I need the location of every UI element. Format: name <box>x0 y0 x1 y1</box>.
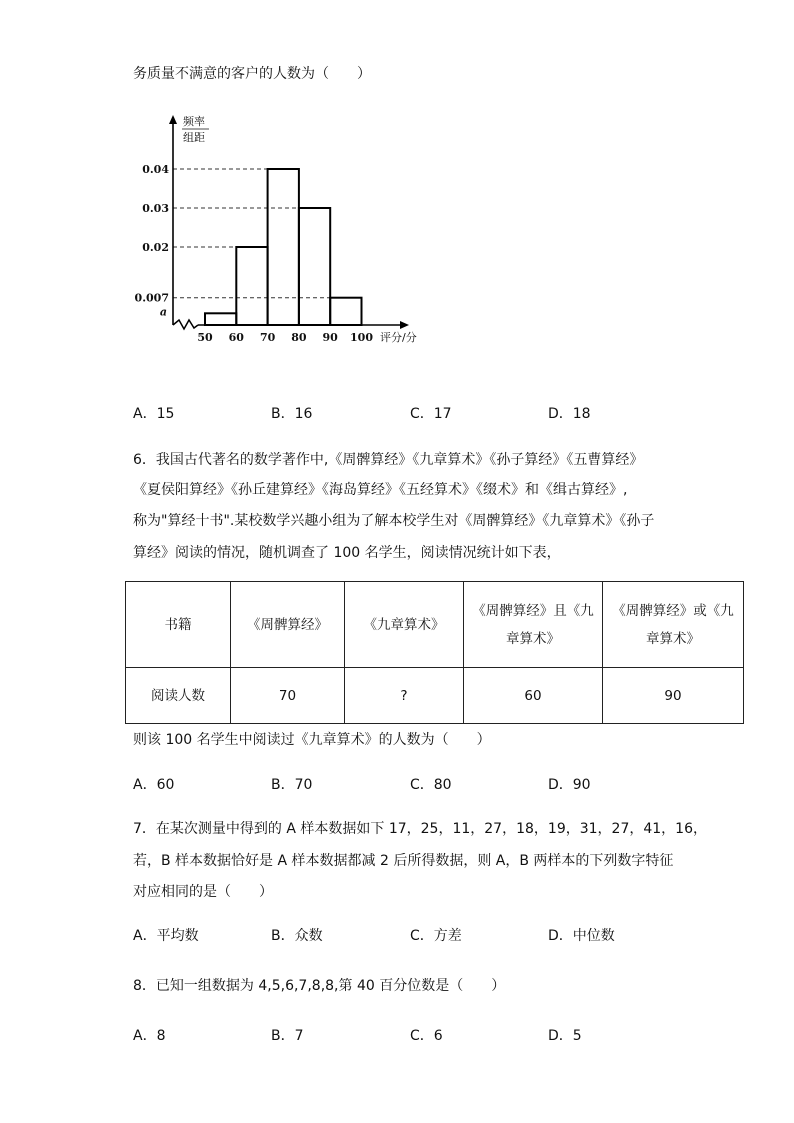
histogram-bar <box>299 208 330 325</box>
q7-stem-line-1: 7．在某次测量中得到的 A 样本数据如下 17，25，11，27，18，19，31，27，41，16， <box>133 821 707 837</box>
q5-option-b[interactable]: B．16 <box>271 406 313 422</box>
q8-option-a[interactable]: A．8 <box>133 1028 166 1044</box>
q6-stem-line-2: 《夏侯阳算经》《孙丘建算经》《海岛算经》《五经算术》《缀术》和《缉古算经》, <box>133 482 628 498</box>
q8-stem-line-1: 8．已知一组数据为 4,5,6,7,8,8,第 40 百分位数是（ ） <box>133 978 506 994</box>
y-tick-label: 0.02 <box>142 241 169 254</box>
q7-option-a[interactable]: A．平均数 <box>133 928 199 944</box>
x-axis-label: 评分/分 <box>380 331 417 344</box>
q7-option-d[interactable]: D．中位数 <box>548 928 615 944</box>
histogram-bar <box>205 313 236 325</box>
y-tick-label: 0.03 <box>142 202 169 215</box>
x-tick-label: 80 <box>291 331 307 344</box>
q7-option-c[interactable]: C．方差 <box>410 928 462 944</box>
q5-option-a[interactable]: A．15 <box>133 406 175 422</box>
y-axis-label-numerator: 频率 <box>183 115 205 128</box>
q6-option-b[interactable]: B．70 <box>271 777 313 793</box>
y-axis-label-denominator: 组距 <box>183 131 205 144</box>
q8-option-d[interactable]: D．5 <box>548 1028 582 1044</box>
q6-option-a[interactable]: A．60 <box>133 777 175 793</box>
y-axis-arrow <box>169 115 177 124</box>
q7-stem-line-2: 若，B 样本数据恰好是 A 样本数据都减 2 后所得数据，则 A，B 两样本的下列数字特征 <box>133 853 674 869</box>
q8-option-b[interactable]: B．7 <box>271 1028 304 1044</box>
table-header-cell: 《周髀算经》 <box>231 582 345 668</box>
q7-option-b[interactable]: B．众数 <box>271 928 323 944</box>
y-tick-label: 0.007 <box>134 291 169 305</box>
q5-stem-tail: 务质量不满意的客户的人数为（ ） <box>133 66 371 82</box>
table-cell: ? <box>345 668 464 724</box>
x-tick-label: 70 <box>259 331 276 344</box>
q8-options <box>133 1026 693 1046</box>
table-cell: 60 <box>464 668 603 724</box>
histogram-bar <box>330 298 361 325</box>
q8-option-c[interactable]: C．6 <box>410 1028 443 1044</box>
axis-break-zigzag <box>173 320 198 329</box>
y-tick-label: 0.04 <box>142 163 169 176</box>
x-tick-label: 100 <box>350 331 373 344</box>
y-tick-label: a <box>159 305 167 319</box>
reading-stats-table <box>125 581 744 724</box>
q6-option-c[interactable]: C．80 <box>410 777 452 793</box>
q5-option-d[interactable]: D．18 <box>548 406 591 422</box>
q7-options <box>133 926 693 946</box>
table-header-row <box>126 582 744 668</box>
histogram-bar <box>236 247 267 325</box>
q6-question: 则该 100 名学生中阅读过《九章算术》的人数为（ ） <box>133 732 491 748</box>
q7-stem-line-3: 对应相同的是（ ） <box>133 884 273 900</box>
frequency-histogram <box>134 110 440 350</box>
x-tick-label: 90 <box>322 331 338 344</box>
table-cell: 阅读人数 <box>126 668 231 724</box>
table-cell: 70 <box>231 668 345 724</box>
q5-options <box>133 404 693 424</box>
table-cell: 90 <box>603 668 744 724</box>
table-header-cell: 《周髀算经》或《九章算术》 <box>603 582 744 668</box>
table-header-cell: 书籍 <box>126 582 231 668</box>
q6-options <box>133 775 693 795</box>
q6-stem-line-3: 称为"算经十书".某校数学兴趣小组为了解本校学生对《周髀算经》《九章算术》《孙子 <box>133 513 655 529</box>
q6-option-d[interactable]: D．90 <box>548 777 591 793</box>
table-row <box>126 668 744 724</box>
table-header-cell: 《周髀算经》且《九章算术》 <box>464 582 603 668</box>
x-tick-label: 50 <box>197 331 213 344</box>
q5-option-c[interactable]: C．17 <box>410 406 452 422</box>
x-axis-arrow <box>400 321 409 329</box>
x-tick-label: 60 <box>228 331 244 344</box>
q6-stem-line-1: 6．我国古代著名的数学著作中,《周髀算经》《九章算术》《孙子算经》《五曹算经》 <box>133 452 644 468</box>
histogram-bar <box>268 169 299 325</box>
q6-stem-line-4: 算经》阅读的情况，随机调查了 100 名学生，阅读情况统计如下表， <box>133 545 561 561</box>
table-header-cell: 《九章算术》 <box>345 582 464 668</box>
